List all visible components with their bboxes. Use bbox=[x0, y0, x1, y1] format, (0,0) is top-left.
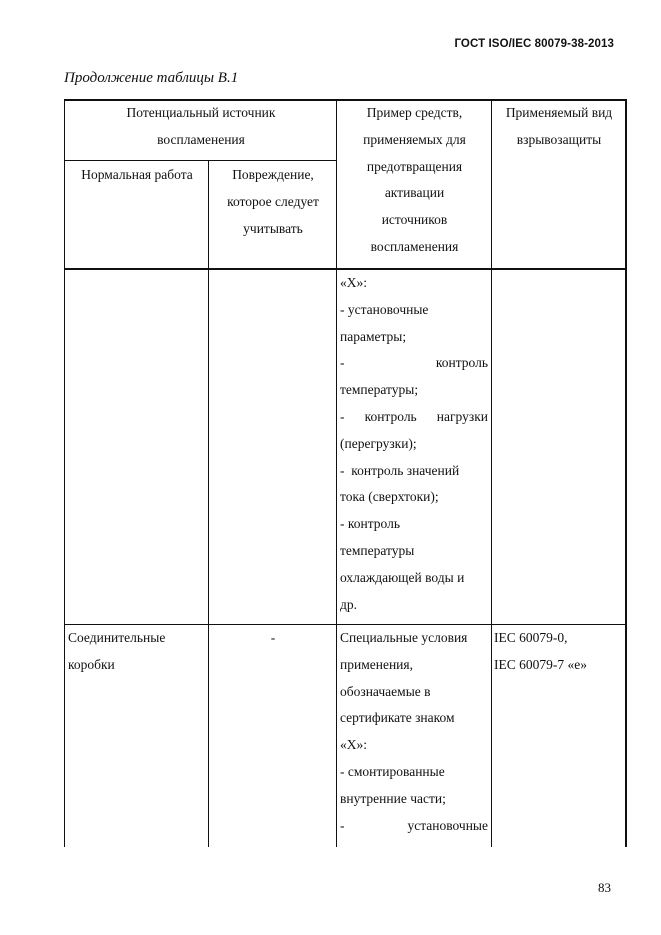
cell-line: (перегрузки); bbox=[340, 435, 417, 451]
header-line: применяемых для bbox=[363, 131, 466, 147]
table-right-border bbox=[625, 99, 627, 847]
row2-prevention-means bbox=[340, 625, 488, 839]
column-divider-protection bbox=[491, 99, 492, 847]
table-left-border bbox=[64, 99, 65, 847]
cell-line: температуры bbox=[340, 542, 415, 558]
row2-damage: - bbox=[270, 630, 276, 645]
cell-line: Соединительные bbox=[68, 630, 166, 645]
header-line: предотвращения bbox=[366, 158, 463, 174]
cell-line: - контроль bbox=[340, 355, 488, 371]
cell-line: IEC 60079-7 «е» bbox=[494, 656, 587, 672]
header-prevention-means bbox=[338, 100, 491, 261]
column-divider-example bbox=[336, 99, 337, 847]
cell-line: - контроль значений bbox=[340, 462, 460, 478]
cell-line: - установочные bbox=[340, 817, 488, 833]
cell-line: параметры; bbox=[340, 328, 407, 344]
header-line: воспламенения bbox=[157, 131, 245, 147]
header-subgroup-line bbox=[64, 160, 336, 161]
header-normal-operation: Нормальная работа bbox=[81, 167, 193, 182]
header-line: воспламенения bbox=[370, 238, 459, 254]
cell-line: - контроль нагрузки bbox=[340, 408, 488, 424]
cell-line: охлаждающей воды и bbox=[340, 569, 465, 585]
cell-line: коробки bbox=[68, 656, 115, 672]
cell-line: IEC 60079-0, bbox=[494, 630, 568, 645]
header-ignition-source bbox=[66, 100, 336, 154]
cell-line: - смонтированные bbox=[340, 763, 445, 779]
header-damage bbox=[210, 162, 336, 242]
cell-line: др. bbox=[340, 596, 357, 612]
standard-header: ГОСТ ISO/IEC 80079-38-2013 bbox=[454, 38, 614, 50]
cell-line: применения, bbox=[340, 656, 413, 672]
header-line: учитывать bbox=[243, 220, 303, 236]
header-line: активации bbox=[384, 185, 445, 201]
header-protection-type bbox=[493, 100, 625, 154]
row2-normal-operation bbox=[68, 625, 206, 679]
header-line: Потенциальный источник bbox=[126, 105, 276, 120]
cell-line: сертификате знаком bbox=[340, 710, 455, 726]
row2-protection-type bbox=[494, 625, 624, 679]
cell-line: - контроль bbox=[340, 516, 400, 532]
header-line: которое следует bbox=[227, 193, 319, 209]
cell-line: «Х»: bbox=[340, 737, 367, 753]
header-line: Повреждение, bbox=[232, 167, 314, 182]
table-caption: Продолжение таблицы В.1 bbox=[64, 70, 239, 86]
header-line: взрывозащиты bbox=[516, 131, 602, 147]
header-line: Пример средств, bbox=[366, 105, 463, 120]
cell-line: тока (сверхтоки); bbox=[340, 489, 439, 505]
header-line: источников bbox=[381, 212, 448, 228]
cell-line: Специальные условия bbox=[340, 630, 468, 645]
page-number: 83 bbox=[598, 880, 611, 895]
column-divider-damage bbox=[208, 161, 209, 847]
cell-line: «Х»: bbox=[340, 275, 367, 290]
cell-line: - установочные bbox=[340, 301, 429, 317]
cell-line: обозначаемые в bbox=[340, 683, 431, 699]
row1-prevention-means bbox=[340, 270, 488, 618]
data-table bbox=[64, 99, 626, 847]
cell-line: внутренние части; bbox=[340, 790, 446, 806]
cell-line: температуры; bbox=[340, 382, 419, 398]
header-line: Применяемый вид bbox=[505, 105, 613, 120]
